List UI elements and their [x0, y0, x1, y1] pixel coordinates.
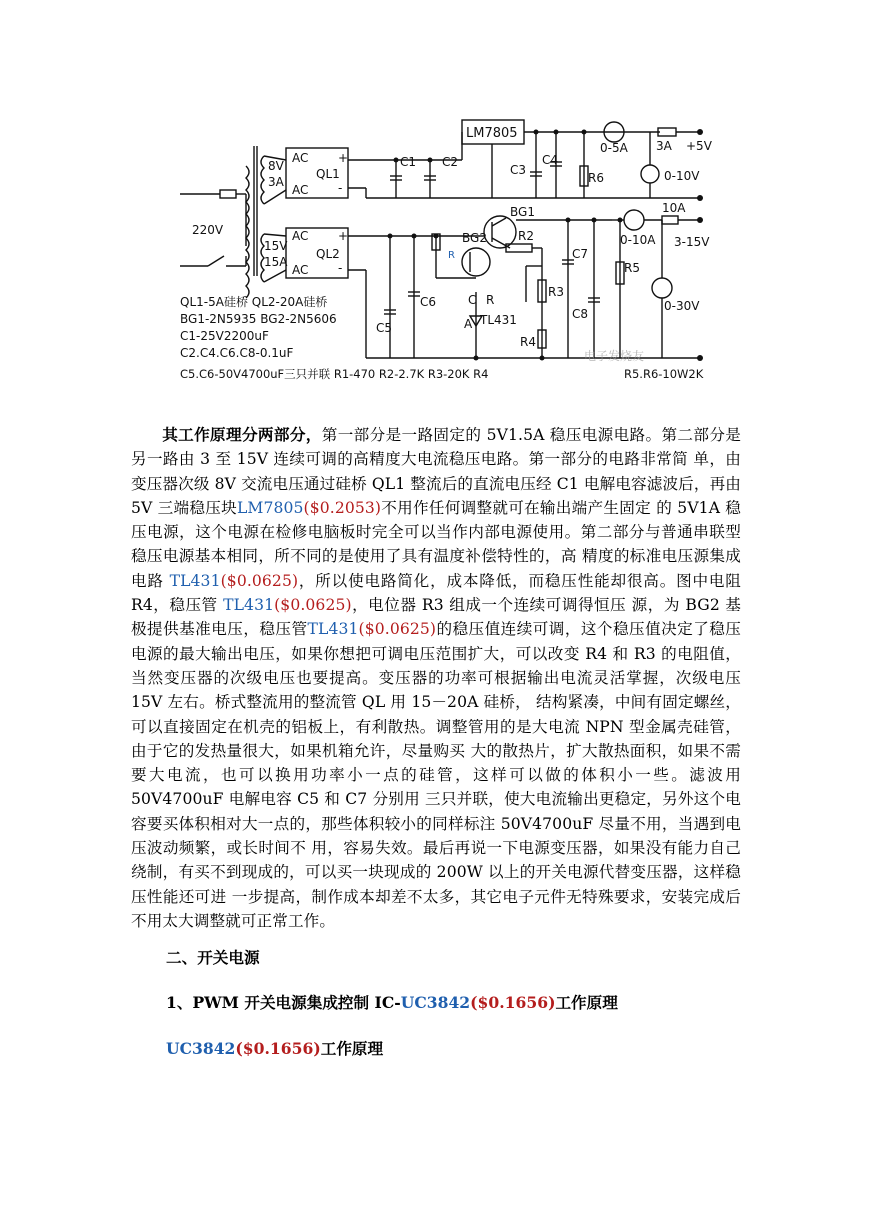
r4-label: R4 — [520, 335, 536, 349]
ql2-ac-bottom: AC — [292, 263, 309, 277]
ql1-ac-top: AC — [292, 151, 309, 165]
tl431-link-1[interactable]: TL431 — [169, 571, 221, 590]
lm7805-link[interactable]: LM7805 — [236, 498, 304, 517]
sec2-voltage-label: 15V — [264, 239, 288, 253]
uc3842-heading-suffix: 工作原理 — [320, 1039, 384, 1058]
c8-label: C8 — [572, 307, 589, 321]
ql2-minus: - — [338, 261, 343, 275]
tl431-r-pin: R — [486, 293, 495, 307]
tl431-c-pin: C — [468, 293, 477, 307]
tl431-label: TL431 — [480, 313, 517, 327]
legend-line-6: R5.R6-10W2K — [624, 367, 704, 381]
legend-line-3: C1-25V2200uF — [180, 329, 269, 343]
meter2-label: 0-10V — [664, 169, 700, 183]
c3-label: C3 — [510, 163, 527, 177]
ql1-minus: - — [338, 181, 343, 195]
ql1-ac-bottom: AC — [292, 183, 309, 197]
r-marker: R — [448, 250, 455, 261]
tl431-price-1: ($0.0625) — [220, 571, 299, 590]
text-run-5: 的稳压值连续可调，这个稳压值决定了稳压电源的最大输出电压，如果你想把可调电压范围扩大，可以改变 R4 和 R3 的电阻值，当然变压器的次级电压也要提高。变压器的功率可根据输出电流灵活掌握，次级电压 15V 左右。桥式整流用的整流管 QL 用 15－20A 硅桥， 结构紧凑，中间有固定螺丝，可以直接固定在机壳的铝板上，有利散热。调整管用的是大电流 NPN 型金属壳硅管，由于它的发热量很大，如果机箱允许，尽量购买 大的散热片，扩大散热面积，如果不需要大电流，也可以换用功率小一点的硅管，这样可以做的体积小一些。滤波用 50V4700uF 电解电容 C5 和 C7 分别用 三只并联，使大电流输出更稳定，另外这个电容要买体积相对大一点的，那些体积较小的同样标注 50V4700uF 尽量不用，当遇到电压波动频繁，或长时间不 用，容易失效。最后再说一下电源变压器，如果没有能力自己绕制，有买不到现成的，可以买一块现成的 200W 以上的开关电源代替变压器，这样稳压性能还可进 一步提高，制作成本却差不太多，其它电子元件无特殊要求，安装完成后不用太大调整就可正常工作。 — [131, 620, 741, 930]
uc3842-link-2[interactable]: UC3842 — [166, 1039, 236, 1058]
out2-label: 3-15V — [674, 235, 710, 249]
legend-line-1: QL1-5A硅桥 QL2-20A硅桥 — [180, 295, 328, 309]
r3-label: R3 — [548, 285, 564, 299]
text-run-1: 第一部分是一路固定的 5V1.5A 稳压电源电路。第二部分是另一路由 3 至 15V 连续可调的高精度大电流稳压电路。第一部分的电路非常简 单，由变压器次级 8V 交流电压通过硅桥 QL1 整流后的直流电压经 C1 电解电容滤波后，再由 5V 三端稳压块 — [131, 426, 741, 517]
ql2-ac-top: AC — [292, 229, 309, 243]
r6-label: R6 — [588, 171, 604, 185]
ql2-plus: + — [338, 229, 349, 243]
sec1-current-label: 3A — [268, 175, 284, 189]
r2-label: R2 — [518, 229, 534, 243]
ql1-plus: + — [338, 151, 349, 165]
bg2-label: BG2 — [462, 231, 487, 245]
sec2-current-label: 15A — [264, 255, 288, 269]
legend-line-2: BG1-2N5935 BG2-2N5606 — [180, 312, 337, 326]
ql2-label: QL2 — [316, 247, 340, 261]
text-run-4: ，电位器 R3 组成一个连续可调得恒压 源，为 BG2 基极提供基准电压，稳压管 — [131, 596, 741, 639]
uc3842-link-1[interactable]: UC3842 — [400, 993, 471, 1012]
r5-label: R5 — [624, 261, 640, 275]
c2-label: C2 — [442, 155, 459, 169]
section-heading-switching-power: 二、开关电源 — [166, 948, 260, 967]
bg1-label: BG1 — [510, 205, 535, 219]
uc3842-heading — [166, 1037, 383, 1059]
mains-voltage-label: 220V — [192, 223, 224, 237]
c6-label: C6 — [420, 295, 437, 309]
c5-label: C5 — [376, 321, 393, 335]
fuse2-label: 10A — [662, 201, 686, 215]
c7-label: C7 — [572, 247, 589, 261]
subsection-heading-pwm — [166, 991, 618, 1013]
legend-line-4: C2.C4.C6.C8-0.1uF — [180, 346, 294, 360]
text-run-2: 不用作任何调整就可在输出端产生固定 的 5V1A 稳压电源，这个电源在检修电脑板时完全可以当作内部电源使用。第二部分与普通串联型稳压电源基本相同，所不同的是使用了具有温度补偿特性的，高 精度的标准电压源集成电路 — [131, 498, 741, 590]
out1-label: +5V — [686, 139, 712, 153]
pwm-heading-suffix: 工作原理 — [555, 993, 618, 1012]
c1-label: C1 — [400, 155, 417, 169]
meter4-label: 0-30V — [664, 299, 700, 313]
meter3-label: 0-10A — [620, 233, 656, 247]
meter1-label: 0-5A — [600, 141, 628, 155]
tl431-price-3: ($0.0625) — [358, 620, 437, 639]
c4-label: C4 — [542, 153, 559, 167]
tl431-price-2: ($0.0625) — [274, 596, 352, 615]
sec1-voltage-label: 8V — [268, 159, 284, 173]
body-paragraph — [131, 423, 741, 933]
lead-bold-text: 其工作原理分两部分， — [162, 425, 322, 444]
pwm-heading-prefix: 1、PWM 开关电源集成控制 IC- — [166, 993, 401, 1012]
circuit-diagram — [180, 106, 720, 388]
uc3842-price-2: ($0.1656) — [235, 1039, 321, 1058]
fuse1-label: 3A — [656, 139, 672, 153]
watermark: 电子发烧友 — [584, 349, 645, 363]
legend-line-5: C5.C6-50V4700uF三只并联 R1-470 R2-2.7K R3-20K R4 — [180, 367, 489, 381]
lm7805-label: LM7805 — [466, 126, 518, 141]
lm7805-price: ($0.2053) — [303, 498, 382, 517]
uc3842-price-1: ($0.1656) — [470, 993, 556, 1012]
text-run-3: ，所以使电路简化，成本降低，而稳压性能却很高。图中电阻 R4，稳压管 — [131, 571, 742, 615]
ql1-label: QL1 — [316, 167, 340, 181]
tl431-a-pin: A — [464, 317, 473, 331]
tl431-link-3[interactable]: TL431 — [307, 620, 359, 639]
tl431-link-2[interactable]: TL431 — [223, 596, 275, 615]
